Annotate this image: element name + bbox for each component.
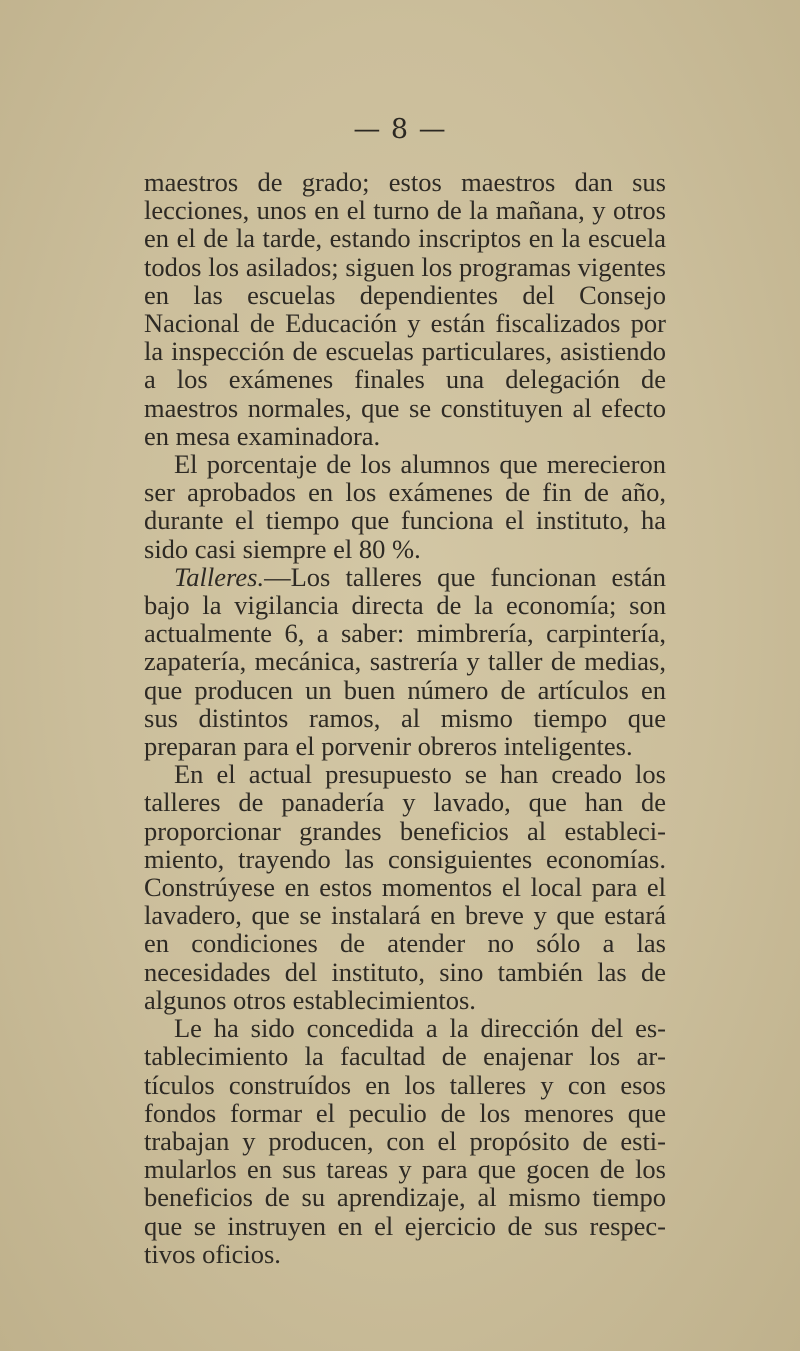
paragraph-2: El porcentaje de los alumnos que merecieron ser aprobados en los exámenes de fin de año, durante el tiempo que funciona el instituto, ha sido casi siempre el 80 %. xyxy=(144,449,666,564)
section-heading-talleres: Talleres. xyxy=(174,561,265,592)
body-text xyxy=(144,168,666,1268)
paragraph-1: maestros de grado; estos maestros dan sus lecciones, unos en el turno de la mañana, y otros en el de la tarde, estando inscriptos en la escuela todos los asilados; siguen los programas vigentes en las escuelas dependientes del Consejo Nacional de Educación y están fiscalizados por la inspección de escuelas particulares, asistiendo a los exámenes finales una delegación de maestros normales, que se constituyen al efecto en mesa examinadora. xyxy=(144,167,666,451)
paragraph-3 xyxy=(144,563,666,760)
paragraph-3-text: —Los talleres que funcionan están bajo la vigilancia directa de la economía; son actualmente 6, a saber: mimbrería, carpintería, zapatería, mecánica, sastrería y taller de medias, que producen un buen número de artículos en sus distintos ramos, al mismo tiempo que preparan para el porvenir obreros inteligentes. xyxy=(144,561,666,762)
paragraph-5: Le ha sido concedida a la dirección del establecimiento la facultad de enajenar los artículos construídos en los talleres y con esos fondos formar el peculio de los menores que trabajan y producen, con el propósito de estimularlos en sus tareas y para que gocen de los beneficios de su aprendizaje, al mismo tiempo que se instruyen en el ejercicio de sus respectivos oficios. xyxy=(144,1013,666,1269)
paragraph-4: En el actual presupuesto se han creado los talleres de panadería y lavado, que han de proporcionar grandes beneficios al establecimiento, trayendo las consiguientes economías. Constrúyese en estos momentos el local para el lavadero, que se instalará en breve y que estará en condiciones de atender no sólo a las necesidades del instituto, sino también las de algunos otros establecimientos. xyxy=(144,759,666,1015)
page-number: — 8 — xyxy=(353,114,447,145)
